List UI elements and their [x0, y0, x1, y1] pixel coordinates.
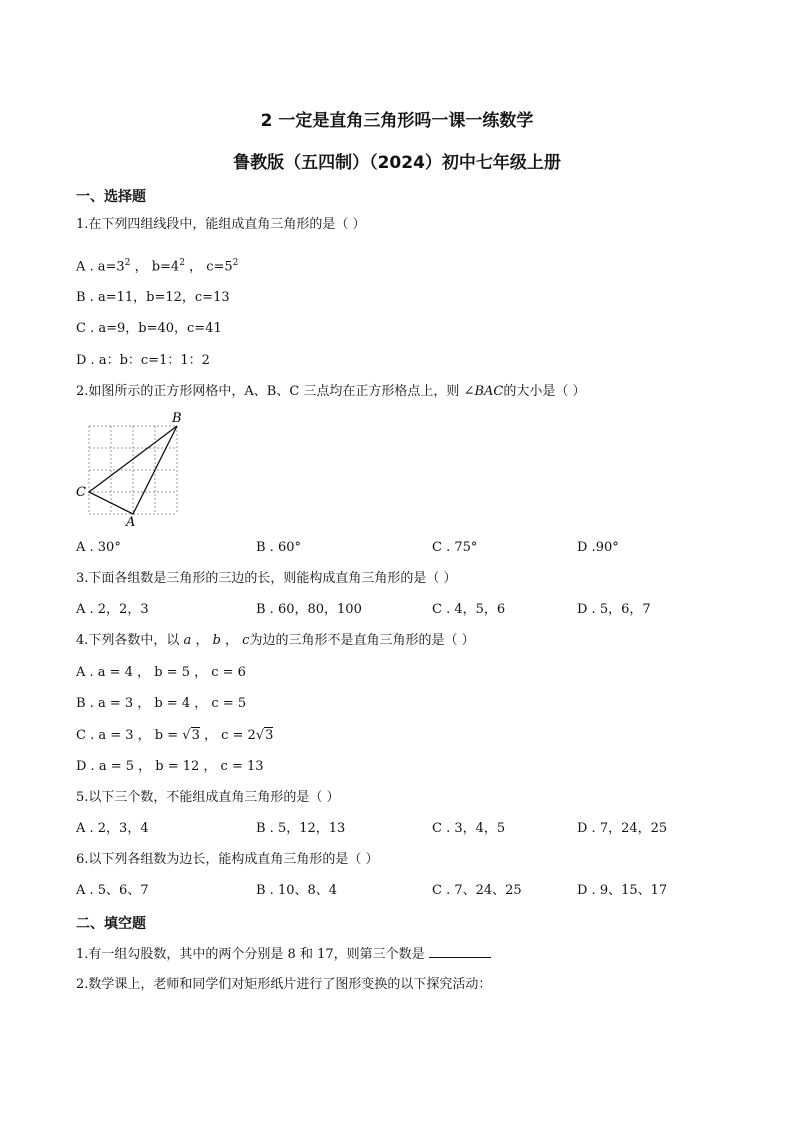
question-6-option-b: B . 10、8、4 [256, 883, 338, 898]
question-2-option-a: A . 30° [76, 540, 121, 555]
question-4-stem [76, 632, 475, 650]
q1a-exp2: 2 [179, 258, 185, 268]
document-title: 2 一定是直角三角形吗一课一练数学 [260, 111, 534, 131]
question-1-option-b: B . a=11，b=12，c=13 [76, 290, 230, 305]
question-6-stem: 6.以下列各组数为边长，能构成直角三角形的是（ ） [76, 852, 379, 867]
question-1-option-d: D . a：b：c=1：1：2 [76, 353, 210, 368]
q2-stem-angle: ∠BAC [463, 384, 504, 399]
q1a-part3: ， c=5 [184, 259, 233, 275]
question-5-option-a: A . 2，3，4 [76, 821, 149, 836]
question-5-option-b: B . 5，12，13 [256, 821, 346, 836]
q1a-part2: ， b=4 [130, 259, 180, 275]
answer-blank[interactable] [429, 945, 491, 958]
q1a-exp1: 2 [124, 258, 131, 268]
question-3-option-b: B . 60，80，100 [256, 602, 362, 617]
document-subtitle: 鲁教版（五四制）（2024）初中七年级上册 [233, 153, 561, 173]
question-1-stem: 1.在下列四组线段中，能组成直角三角形的是（ ） [76, 217, 366, 232]
question-4-option-a: A . a = 4 ， b = 5 ， c = 6 [76, 665, 246, 680]
q4-var-b: b [212, 633, 221, 648]
question-3-option-a: A . 2，2，3 [76, 602, 149, 617]
q4-var-a: a [183, 633, 192, 648]
q4c-radicand2: 3 [265, 728, 274, 743]
fill-1-stem: 1.有一组勾股数，其中的两个分别是 8 和 17，则第三个数是 [76, 947, 425, 962]
question-5-stem: 5.以下三个数，不能组成直角三角形的是（ ） [76, 790, 340, 805]
fill-question-1 [76, 945, 491, 964]
question-5-option-c: C . 3，4，5 [432, 821, 506, 836]
q4-sep2: ， [220, 633, 243, 648]
question-3-option-d: D . 5，6，7 [577, 602, 651, 617]
question-3-option-c: C . 4，5，6 [432, 602, 506, 617]
question-2-option-d: D .90° [577, 540, 619, 555]
q4c-part1: C . a = 3 ， b = [76, 728, 183, 743]
question-3-stem: 3.下面各组数是三角形的三边的长，则能构成直角三角形的是（ ） [76, 571, 457, 586]
q4-var-c: c [242, 633, 250, 648]
grid-triangle-figure [72, 408, 192, 530]
sqrt-icon: √ [182, 728, 191, 743]
section-heading-choice: 一、选择题 [76, 189, 146, 205]
point-label-b: B [172, 411, 182, 426]
question-6-option-a: A . 5、6、7 [76, 883, 149, 898]
question-5-option-d: D . 7，24，25 [577, 821, 668, 836]
q4-stem-pre: 4.下列各数中，以 [76, 633, 184, 648]
question-2-option-c: C . 75° [432, 540, 478, 555]
point-label-c: C [76, 485, 86, 500]
q2-stem-pre: 2.如图所示的正方形网格中，A、B、C 三点均在正方形格点上，则 [76, 384, 464, 399]
question-1-option-a [76, 254, 238, 276]
question-4-option-d: D . a = 5 ， b = 12 ， c = 13 [76, 759, 264, 774]
point-label-a: A [126, 515, 136, 530]
question-2-stem [76, 383, 585, 401]
question-6-option-d: D . 9、15、17 [577, 883, 668, 898]
fill-question-2: 2.数学课上，老师和同学们对矩形纸片进行了图形变换的以下探究活动： [76, 977, 492, 992]
question-6-option-c: C . 7、24、25 [432, 883, 522, 898]
question-1-option-c: C . a=9，b=40，c=41 [76, 321, 222, 336]
q4c-radicand1: 3 [191, 728, 200, 743]
q1a-part1: A . a=3 [76, 259, 125, 275]
sqrt-icon: √ [255, 728, 265, 743]
question-4-option-c [76, 727, 273, 745]
question-2-option-b: B . 60° [256, 540, 301, 555]
square-grid [89, 426, 177, 514]
q4c-part2: ， c = 2 [199, 728, 256, 743]
q2-stem-post: 的大小是（ ） [503, 384, 586, 399]
q4-stem-post: 为边的三角形不是直角三角形的是（ ） [249, 633, 475, 648]
q1a-exp3: 2 [232, 258, 239, 268]
question-4-option-b: B . a = 3 ， b = 4 ， c = 5 [76, 696, 247, 711]
q4-sep1: ， [191, 633, 213, 648]
section-heading-fill: 二、填空题 [76, 916, 146, 932]
